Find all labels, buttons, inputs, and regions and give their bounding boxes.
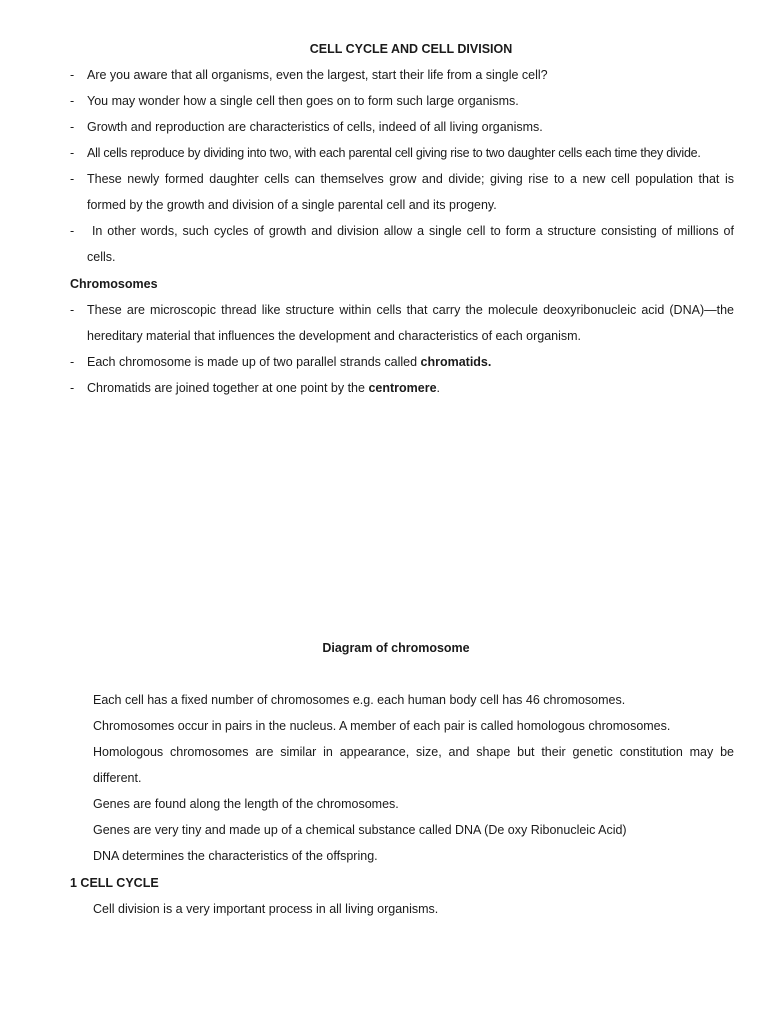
- bullet-text: All cells reproduce by dividing into two, with each parental cell giving rise to two daughter cells each time they divide.: [87, 146, 701, 160]
- bullet-text: You may wonder how a single cell then goes on to form such large organisms.: [87, 94, 519, 108]
- list-item: [70, 62, 734, 88]
- section-heading-cell-cycle: 1 CELL CYCLE: [70, 876, 159, 890]
- bullet-text-plain: Chromatids are joined together at one point by the: [87, 381, 369, 395]
- term-chromatids: chromatids.: [420, 355, 492, 369]
- paragraph: Chromosomes occur in pairs in the nucleus. A member of each pair is called homologous chromosomes.: [93, 719, 671, 733]
- bullet-marker: -: [70, 224, 75, 238]
- bullet-text: [87, 349, 734, 375]
- bullet-marker: -: [70, 355, 75, 369]
- list-item: [70, 140, 734, 166]
- paragraph: Homologous chromosomes are similar in appearance, size, and shape but their genetic constitution may be different.: [93, 745, 734, 785]
- section-heading-chromosomes: Chromosomes: [70, 277, 158, 291]
- list-item: [70, 297, 734, 349]
- term-centromere: centromere: [368, 381, 437, 395]
- paragraph: Cell division is a very important process in all living organisms.: [93, 902, 439, 916]
- bullet-marker: -: [70, 146, 75, 160]
- paragraph: Genes are very tiny and made up of a chemical substance called DNA (De oxy Ribonucleic Acid): [93, 823, 627, 837]
- bullet-marker: -: [70, 68, 75, 82]
- list-item: [70, 375, 734, 401]
- bullet-text: These are microscopic thread like structure within cells that carry the molecule deoxyribonucleic acid (DNA)—the hereditary material that influences the development and characteristics of each organism.: [87, 303, 734, 343]
- list-item: [70, 349, 734, 375]
- bullet-text-plain: Each chromosome is made up of two parallel strands called: [87, 355, 421, 369]
- bullet-text: In other words, such cycles of growth and division allow a single cell to form a structure consisting of millions of cells.: [87, 224, 738, 264]
- list-item: [70, 166, 734, 218]
- bullet-marker: -: [70, 94, 75, 108]
- bullet-marker: -: [70, 303, 75, 317]
- bullet-text-suffix: .: [436, 381, 441, 395]
- list-item: [70, 88, 734, 114]
- list-item: [70, 218, 738, 270]
- bullet-text: These newly formed daughter cells can themselves grow and divide; giving rise to a new cell population that is formed by the growth and division of a single parental cell and its progeny.: [87, 172, 734, 212]
- bullet-marker: -: [70, 381, 75, 395]
- diagram-caption: Diagram of chromosome: [322, 641, 470, 655]
- paragraph: DNA determines the characteristics of the offspring.: [93, 849, 378, 863]
- bullet-marker: -: [70, 172, 75, 186]
- bullet-text: [87, 375, 734, 401]
- page-title: CELL CYCLE AND CELL DIVISION: [309, 42, 513, 56]
- bullet-text: Growth and reproduction are characteristics of cells, indeed of all living organisms.: [87, 120, 543, 134]
- bullet-marker: -: [70, 120, 75, 134]
- paragraph: Each cell has a fixed number of chromosomes e.g. each human body cell has 46 chromosomes.: [93, 693, 626, 707]
- bullet-text: Are you aware that all organisms, even the largest, start their life from a single cell?: [87, 68, 548, 82]
- list-item: [70, 114, 734, 140]
- paragraph: Genes are found along the length of the chromosomes.: [93, 797, 399, 811]
